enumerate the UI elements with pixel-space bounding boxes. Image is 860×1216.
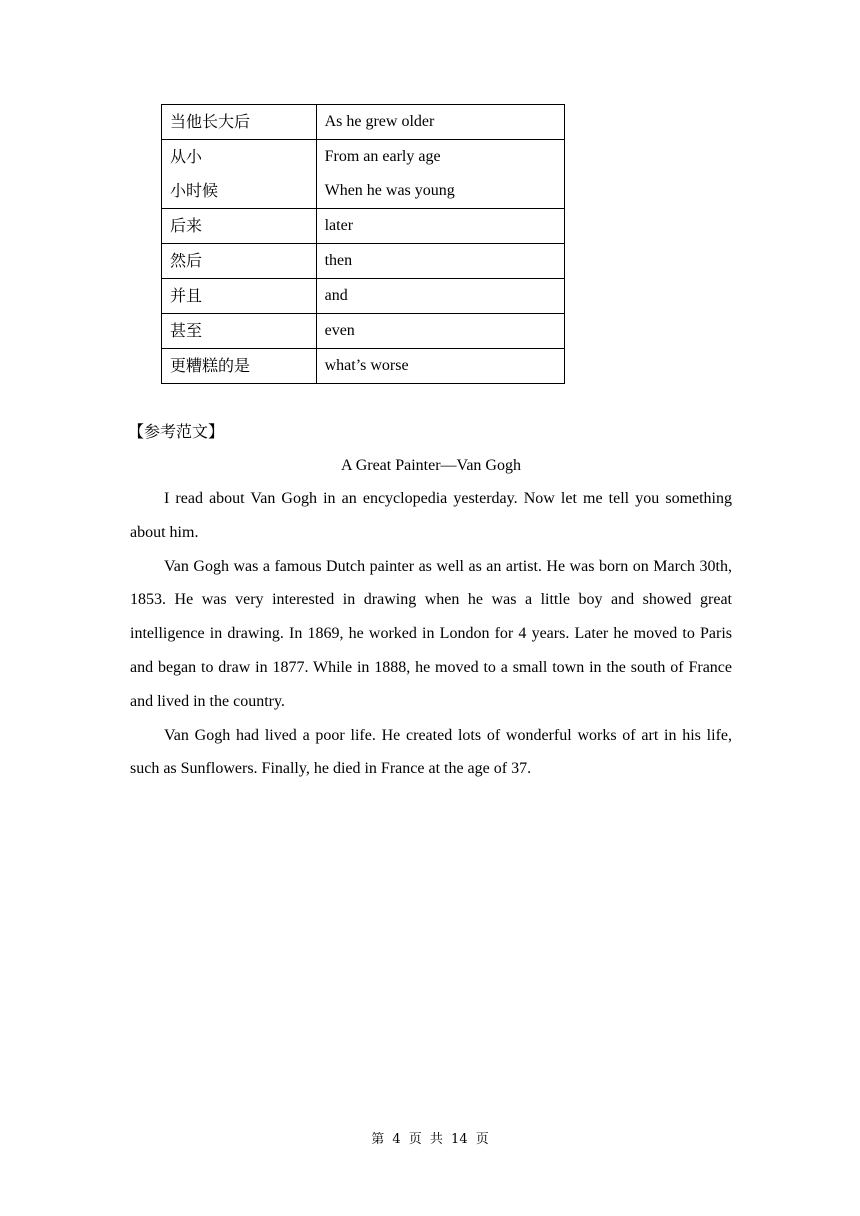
essay-body [130,482,732,786]
essay-paragraph: Van Gogh was a famous Dutch painter as well as an artist. He was born on March 30th, 1853. He was very interested in drawing when he was a little boy and showed great intelligence in drawing. In 1869, he worked in London for 4 years. Later he moved to Paris and began to draw in 1877. While in 1888, he moved to a small town in the south of France and lived in the country. [130,557,732,710]
english-phrase: what’s worse [324,357,409,374]
english-phrase: When he was young [324,182,455,199]
chinese-phrase-cell [162,209,317,244]
english-phrase: From an early age [324,148,441,165]
chinese-phrase-cell [162,244,317,279]
english-phrase-cell [316,314,564,349]
chinese-phrase: 从小 [170,147,203,166]
essay-title: A Great Painter—Van Gogh [341,457,521,474]
chinese-phrase: 更糟糕的是 [170,356,251,375]
english-phrase-cell [316,105,564,140]
english-phrase: then [324,252,353,269]
english-phrase-cell [316,279,564,314]
chinese-phrase-cell [162,279,317,314]
table-row [162,209,565,244]
vocabulary-table [161,104,565,384]
table-row [162,279,565,314]
chinese-phrase-cell [162,105,317,140]
english-phrase: and [324,287,348,304]
table-row [162,349,565,384]
chinese-phrase-cell [162,314,317,349]
table-row [162,244,565,279]
essay-paragraph: Van Gogh had lived a poor life. He created lots of wonderful works of art in his life, such as Sunflowers. Finally, he died in France at the age of 37. [130,726,732,778]
english-phrase-cell [316,140,564,209]
table-row [162,105,565,140]
chinese-phrase: 然后 [170,251,203,270]
english-phrase: As he grew older [324,113,435,130]
page-number-footer: 第 4 页 共 14 页 [371,1132,489,1147]
table-row [162,314,565,349]
english-phrase-cell [316,349,564,384]
english-phrase-cell [316,244,564,279]
english-phrase-cell [316,209,564,244]
chinese-phrase: 并且 [170,286,203,305]
chinese-phrase: 甚至 [170,321,203,340]
chinese-phrase-cell [162,140,317,209]
english-phrase: even [324,322,355,339]
chinese-phrase: 后来 [170,216,203,235]
essay-paragraph: I read about Van Gogh in an encyclopedia yesterday. Now let me tell you something about him. [130,490,732,541]
chinese-phrase: 小时候 [170,181,219,200]
table-row [162,140,565,209]
section-heading: 【参考范文】 [128,422,225,441]
chinese-phrase-cell [162,349,317,384]
english-phrase: later [324,217,354,234]
chinese-phrase: 当他长大后 [170,112,251,131]
